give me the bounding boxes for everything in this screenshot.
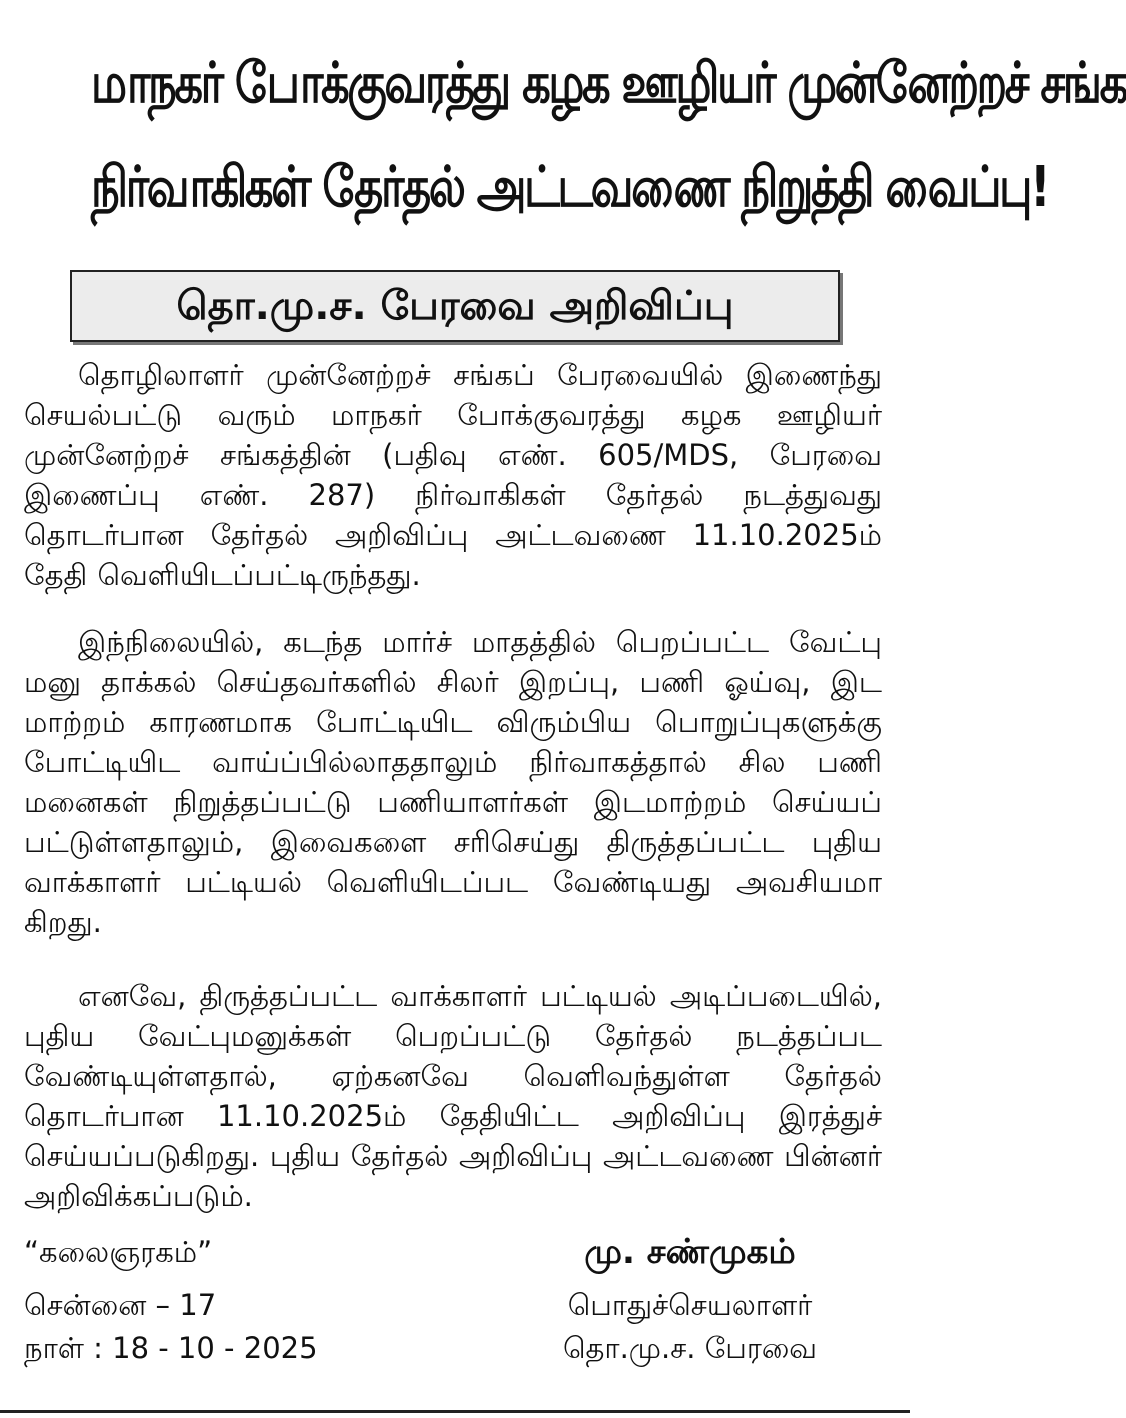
signatory-organization: தொ.மு.ச. பேரவை <box>562 1331 818 1365</box>
paragraph-2: இந்நிலையில், கடந்த மார்ச் மாதத்தில் பெறப்பட்ட வேட்பு மனு தாக்கல் செய்தவர்களில் சிலர் இறப்பு, பணி ஓய்வு, இட மாற்றம் காரணமாக போட்டியிட விரும்பிய பொறுப்புகளுக்கு போட்டியிட வாய்ப்பில்லாததாலும் நிர்வாகத்தால் சில பணி மனைகள் நிறுத்தப்பட்டு பணியாளர்கள் இடமாற்றம் செய்யப் பட்டுள்ளதாலும், இவைகளை சரிசெய்து திருத்தப்பட்ட புதிய வாக்காளர் பட்டியல் வெளியிடப்பட வேண்டியது அவசியமா கிறது. <box>24 625 882 939</box>
notice-date: நாள் : 18 - 10 - 2025 <box>24 1331 318 1365</box>
place-name: “கலைஞரகம்” <box>24 1235 213 1269</box>
headline-line-1: மாநகர் போக்குவரத்து கழக ஊழியர் முன்னேற்றச் சங்க <box>91 51 1126 116</box>
bottom-divider <box>0 1410 910 1413</box>
paragraph-1: தொழிலாளர் முன்னேற்றச் சங்கப் பேரவையில் இணைந்து செயல்பட்டு வரும் மாநகர் போக்குவரத்து கழக ஊழியர் முன்னேற்றச் சங்கத்தின் (பதிவு எண். 605/MDS, பேரவை இணைப்பு எண். 287) நிர்வாகிகள் தேர்தல் நடத்துவது தொடர்பான தேர்தல் அறிவிப்பு அட்டவணை 11.10.2025ம் தேதி வெளியிடப்பட்டிருந்தது. <box>24 358 882 592</box>
place-city: சென்னை – 17 <box>24 1288 217 1322</box>
headline-line-2: நிர்வாகிகள் தேர்தல் அட்டவணை நிறுத்தி வைப்பு! <box>91 155 1049 220</box>
signatory-name: மு. சண்முகம் <box>584 1232 796 1272</box>
signatory-role: பொதுச்செயலாளர் <box>567 1288 813 1322</box>
announcement-title-box: தொ.மு.ச. பேரவை அறிவிப்பு <box>70 270 840 342</box>
paragraph-3: எனவே, திருத்தப்பட்ட வாக்காளர் பட்டியல் அடிப்படையில், புதிய வேட்புமனுக்கள் பெறப்பட்டு தேர்தல் நடத்தப்பட வேண்டியுள்ளதால், ஏற்கனவே வெளிவந்துள்ள தேர்தல் தொடர்பான 11.10.2025ம் தேதியிட்ட அறிவிப்பு இரத்துச் செய்யப்படுகிறது. புதிய தேர்தல் அறிவிப்பு அட்டவணை பின்னர் அறிவிக்கப்படும். <box>24 979 882 1213</box>
